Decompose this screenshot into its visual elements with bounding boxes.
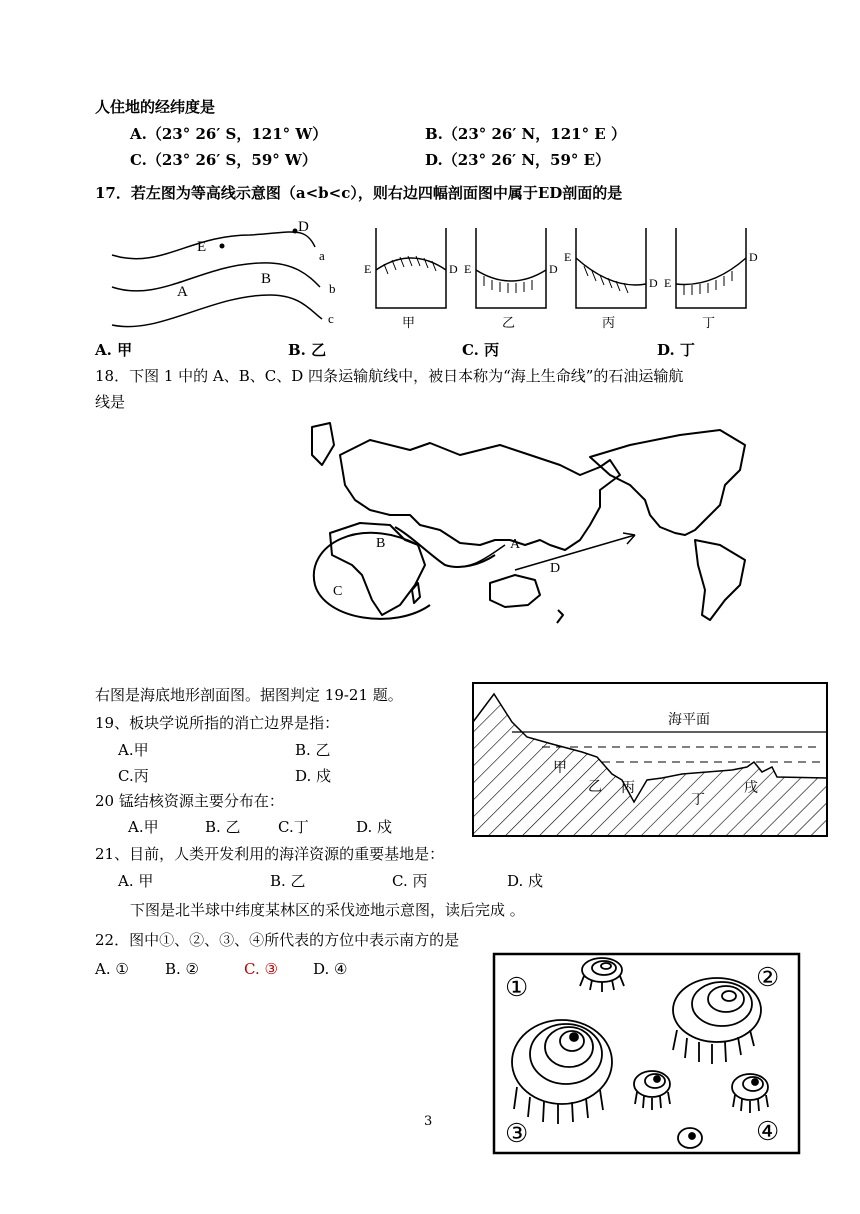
seabed-label-yi: 乙 [588,780,602,795]
q20-option-a: A.甲 [128,818,159,836]
map-label-b: B [376,536,386,551]
profile-jia-d: D [449,262,458,276]
world-map-figure [300,415,760,630]
stump-small-middle [634,1071,670,1110]
stump-small-right [732,1074,768,1113]
stump-bottom-center [678,1128,702,1148]
q16-option-c: C.（23° 26′ S，59° W） [130,151,317,169]
seabed-label-bing: 丙 [621,781,635,796]
q17-option-a: A. 甲 [95,341,133,359]
q22-stem: 22．图中①、②、③、④所代表的方位中表示南方的是 [95,931,460,949]
q16-option-d: D.（23° 26′ N，59° E） [425,151,611,169]
q21-stem: 21、目前，人类开发利用的海洋资源的重要基地是： [95,845,445,863]
logging-site-figure [492,952,802,1155]
contour-line-a [112,232,315,259]
point-d-dot [293,229,298,234]
profile-ding-e: E [664,276,672,290]
profile-jia [364,228,458,330]
q16-option-a: A.（23° 26′ S，121° W） [130,125,328,143]
corner-label-4: ④ [756,1117,780,1146]
contour-label-e: E [197,239,207,255]
map-label-c: C [333,584,343,599]
q20-option-c: C.丁 [278,818,309,836]
q22-option-b: B. ② [165,960,200,978]
stump-top-center [580,958,624,992]
q17-option-b: B. 乙 [288,341,327,359]
q20-option-d: D. 戍 [356,818,393,836]
seabed-intro: 右图是海底地形剖面图。据图判定 19-21 题。 [95,686,403,704]
map-newzealand [557,610,563,623]
profile-bing-label: 丙 [602,315,616,330]
q21-option-c: C. 丙 [392,872,428,890]
map-label-a: A [510,537,521,552]
route-d [515,535,635,570]
profile-diagrams [362,228,772,340]
profile-bing [564,228,658,330]
corner-label-3: ③ [505,1119,529,1148]
q21-option-b: B. 乙 [270,872,306,890]
q18-stem-line2: 线是 [95,393,126,411]
profile-yi-d: D [549,262,558,276]
map-south-america [695,540,745,620]
seabed-label-wu: 戌 [744,781,758,796]
q19-option-b: B. 乙 [295,741,331,759]
q17-stem: 17．若左图为等高线示意图（a<b<c），则右边四幅剖面图中属于ED剖面的是 [95,184,623,202]
profile-bing-d: D [649,276,658,290]
seabed-label-ding: 丁 [691,793,705,808]
contour-label-d: D [298,219,309,235]
contour-label-b: b [329,281,336,296]
seabed-label-jia: 甲 [553,761,567,776]
route-a [445,545,505,567]
q20-option-b: B. 乙 [205,818,241,836]
q21-option-a: A. 甲 [118,872,154,890]
q21-option-d: D. 戍 [507,872,544,890]
contour-line-b [112,263,320,291]
q16-stem-tail: 人住地的经纬度是 [95,98,216,116]
point-e-dot [220,244,225,249]
q22-intro: 下图是北半球中纬度某林区的采伐迹地示意图，读后完成 。 [130,901,525,919]
contour-label-c: c [328,311,334,326]
page-number: 3 [424,1114,433,1129]
q17-option-c: C. 丙 [462,341,500,359]
profile-ding-label: 丁 [702,315,716,330]
contour-label-area-b: B [261,271,272,287]
contour-map-figure [100,215,360,340]
map-greenland [312,423,334,465]
q16-option-b: B.（23° 26′ N，121° E ） [425,125,626,143]
stump-large-left [512,1020,612,1124]
q19-option-d: D. 戍 [295,767,332,785]
profile-yi-label: 乙 [502,315,516,330]
map-north-america [590,430,745,535]
q22-option-c: C. ③ [244,960,278,978]
q19-option-a: A.甲 [118,741,149,759]
q19-option-c: C.丙 [118,767,149,785]
corner-label-2: ② [756,963,780,992]
profile-jia-label: 甲 [402,315,416,330]
profile-ding-d: D [749,250,758,264]
logging-frame [494,954,799,1153]
profile-bing-e: E [564,250,572,264]
q17-option-d: D. 丁 [657,341,695,359]
corner-label-1: ① [505,973,529,1002]
profile-yi-e: E [464,262,472,276]
profile-jia-e: E [364,262,372,276]
contour-line-c [112,295,322,327]
seabed-terrain [473,694,827,836]
map-label-d: D [550,561,561,576]
contour-label-area-a: A [177,284,188,300]
profile-ding [664,228,758,330]
seabed-profile-figure [472,682,828,837]
profile-yi [464,228,558,330]
q22-option-d: D. ④ [313,960,348,978]
stump-upper-right [673,978,761,1064]
map-australia [490,575,540,607]
contour-label-a: a [319,248,325,263]
q20-stem: 20 锰结核资源主要分布在： [95,792,284,810]
sea-level-label: 海平面 [668,713,710,728]
q19-stem: 19、板块学说所指的消亡边界是指： [95,714,340,732]
q22-option-a: A. ① [95,960,129,978]
q18-stem-line1: 18．下图 1 中的 A、B、C、D 四条运输航线中，被日本称为“海上生命线”的石油运输航 [95,367,684,385]
